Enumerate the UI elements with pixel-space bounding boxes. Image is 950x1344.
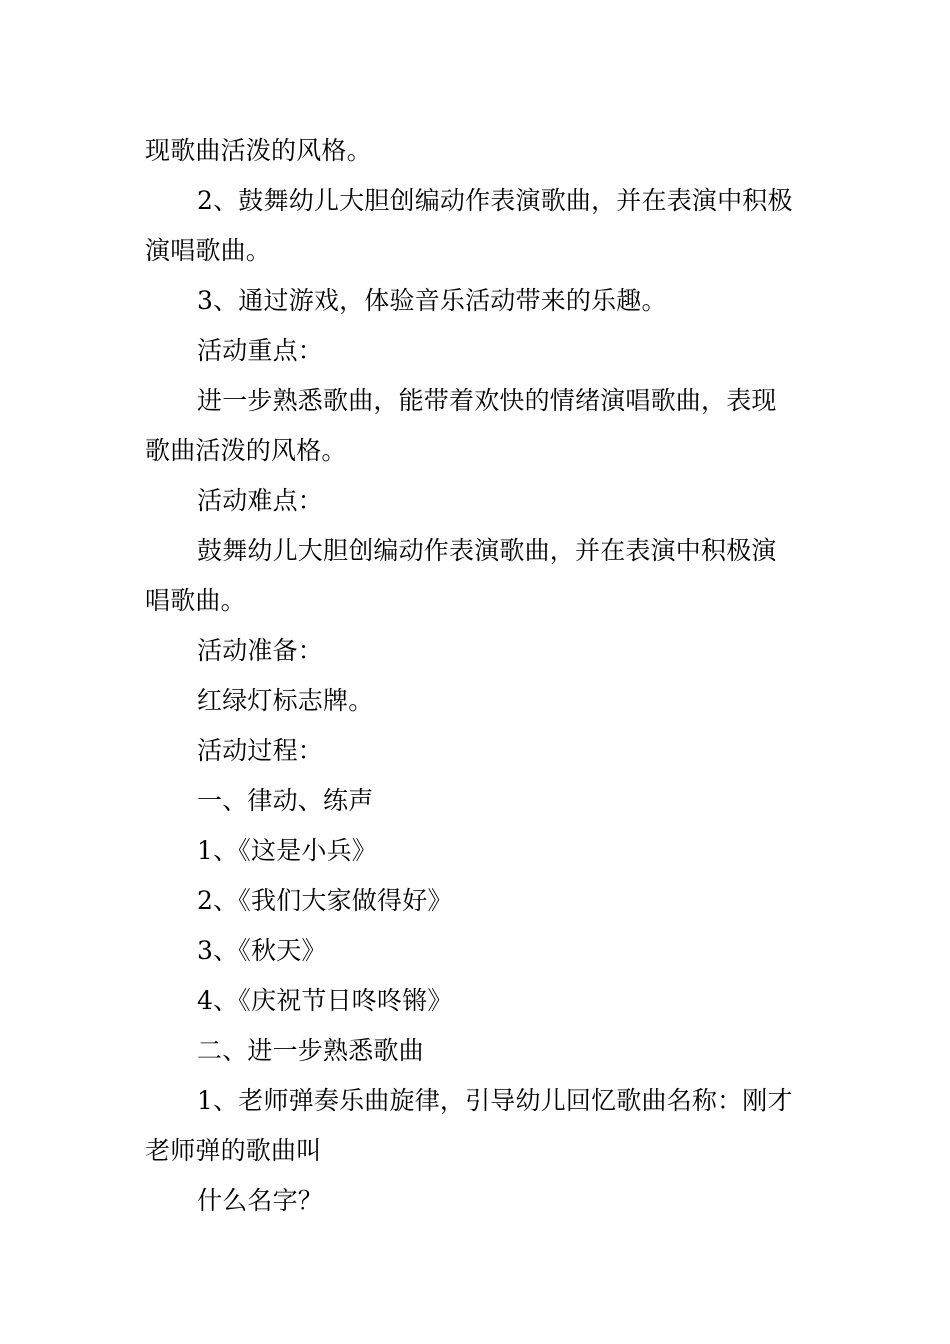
section-heading: 活动难点： xyxy=(197,486,324,515)
subsection-heading: 二、进一步熟悉歌曲 xyxy=(197,1036,424,1065)
section-heading: 活动重点： xyxy=(197,336,324,365)
list-item: 3、《秋天》 xyxy=(197,936,327,965)
list-item: 4、《庆祝节日咚咚锵》 xyxy=(197,986,453,1015)
text-line: 唱歌曲。 xyxy=(145,586,246,615)
text-line: 什么名字？ xyxy=(197,1186,324,1215)
text-line: 2、鼓舞幼儿大胆创编动作表演歌曲，并在表演中积极 xyxy=(197,186,793,215)
text-line: 红绿灯标志牌。 xyxy=(197,686,374,715)
text-line: 3、通过游戏，体验音乐活动带来的乐趣。 xyxy=(197,286,667,315)
subsection-heading: 一、律动、练声 xyxy=(197,786,374,815)
text-line: 老师弹的歌曲叫 xyxy=(145,1136,322,1165)
document-body xyxy=(145,126,810,1226)
text-line: 鼓舞幼儿大胆创编动作表演歌曲，并在表演中积极演 xyxy=(197,536,777,565)
text-line: 演唱歌曲。 xyxy=(145,236,272,265)
text-line: 进一步熟悉歌曲，能带着欢快的情绪演唱歌曲，表现 xyxy=(197,386,777,415)
list-item: 2、《我们大家做得好》 xyxy=(197,886,453,915)
section-heading: 活动过程： xyxy=(197,736,324,765)
section-heading: 活动准备： xyxy=(197,636,324,665)
text-line: 歌曲活泼的风格。 xyxy=(145,436,347,465)
text-line: 1、老师弹奏乐曲旋律，引导幼儿回忆歌曲名称：刚才 xyxy=(197,1086,793,1115)
text-line: 现歌曲活泼的风格。 xyxy=(145,136,372,165)
list-item: 1、《这是小兵》 xyxy=(197,836,378,865)
